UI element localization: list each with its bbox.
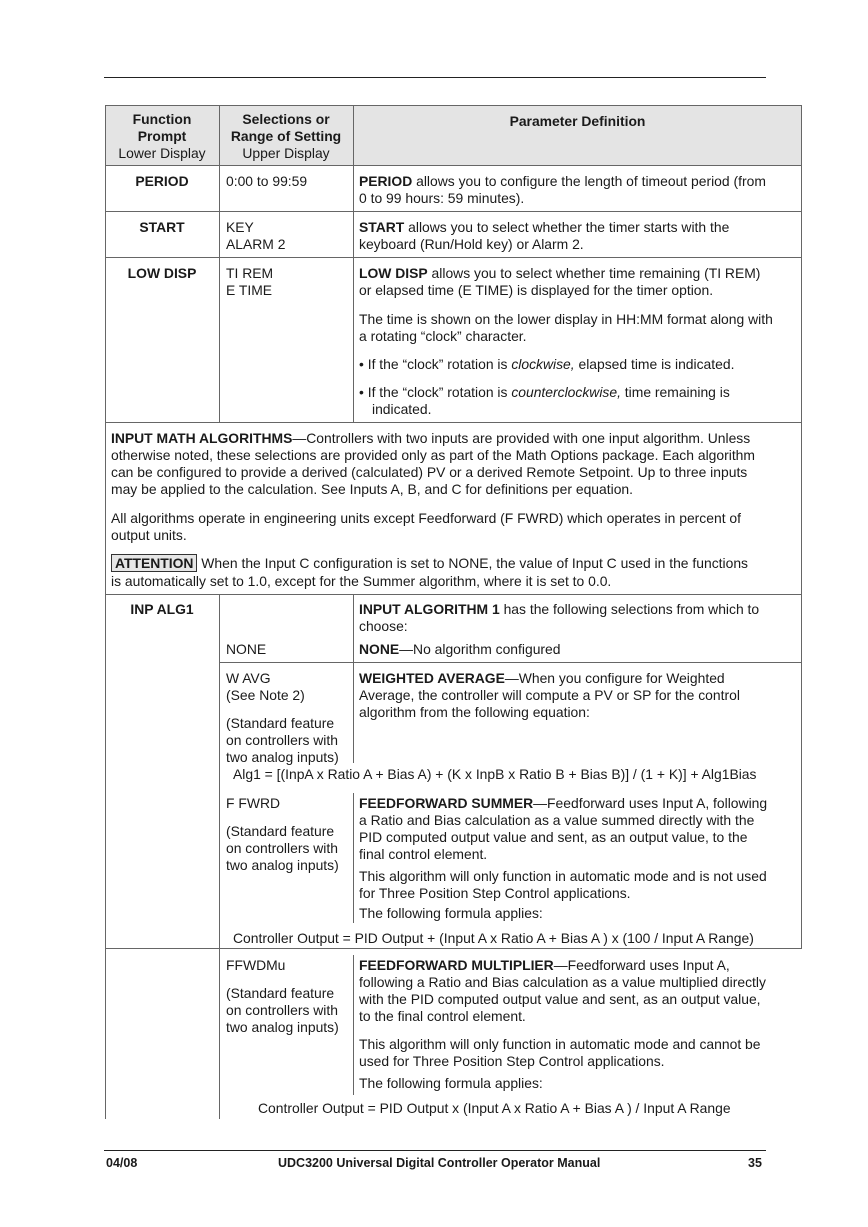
period-range: 0:00 to 99:59 bbox=[226, 173, 308, 189]
math-intro-line1 bbox=[111, 430, 750, 447]
top-rule bbox=[104, 77, 766, 78]
wavg-def-text: —When you configure for Weighted bbox=[504, 670, 725, 686]
col-divider-2b bbox=[353, 594, 354, 763]
ffwrd-sel-4: two analog inputs) bbox=[226, 857, 339, 873]
attention-text: When the Input C configuration is set to NONE, the value of Input C used in the functions bbox=[197, 555, 748, 571]
ffwrd-def-text: —Feedforward uses Input A, following bbox=[533, 795, 768, 811]
lowdisp-bullet-2-em: counterclockwise, bbox=[511, 384, 621, 400]
ffwdmu-sel-1: FFWDMu bbox=[226, 957, 286, 973]
ffwrd-def-bold: FEEDFORWARD SUMMER bbox=[359, 795, 534, 811]
lowdisp-bullet-2-pre: • If the “clock” rotation is bbox=[359, 384, 512, 400]
footer-date: 04/08 bbox=[106, 1156, 138, 1170]
lowdisp-p2-line1: The time is shown on the lower display in HH:MM format along with bbox=[359, 311, 773, 327]
header-col1-line1: Function bbox=[132, 111, 192, 127]
row-line-period bbox=[105, 211, 802, 212]
lowdisp-bullet-2 bbox=[359, 384, 730, 401]
ffwdmu-def-line3: with the PID computed output value and sent, as an output value, bbox=[359, 991, 761, 1007]
lowdisp-def-text: allows you to select whether time remaining (TI REM) bbox=[427, 265, 761, 281]
lowdisp-bullet-2-post: time remaining is bbox=[620, 384, 730, 400]
row-line-ffwrd-end bbox=[105, 948, 802, 949]
bottom-rule bbox=[104, 1150, 766, 1151]
row-line-math bbox=[105, 594, 802, 595]
header-col1-line3: Lower Display bbox=[118, 145, 206, 161]
wavg-def-bold: WEIGHTED AVERAGE bbox=[359, 670, 505, 686]
lowdisp-prompt: LOW DISP bbox=[127, 265, 197, 281]
header-col2-line2: Range of Setting bbox=[230, 128, 342, 144]
ffwrd-def-line3: PID computed output value and sent, as an output value, to the bbox=[359, 829, 748, 845]
ffwdmu-def-bold: FEEDFORWARD MULTIPLIER bbox=[359, 957, 554, 973]
none-sel: NONE bbox=[226, 641, 267, 657]
math-intro-line3: can be configured to provide a derived (calculated) PV or a derived Remote Setpoint. Up to three inputs bbox=[111, 464, 748, 480]
none-def-text: —No algorithm configured bbox=[399, 641, 561, 657]
period-def-text: allows you to configure the length of timeout period (from bbox=[412, 173, 766, 189]
lowdisp-bullet-1-post: elapsed time is indicated. bbox=[574, 356, 735, 372]
period-def-line1 bbox=[359, 173, 766, 190]
period-prompt: PERIOD bbox=[135, 173, 189, 189]
ffwrd-def-line1 bbox=[359, 795, 767, 812]
math-p2-line2: output units. bbox=[111, 527, 187, 543]
wavg-sel-2: (See Note 2) bbox=[226, 687, 305, 703]
row-line-header bbox=[105, 165, 802, 166]
wavg-sel-1: W AVG bbox=[226, 670, 271, 686]
ffwrd-def-line2: a Ratio and Bias calculation as a value summed directly with the bbox=[359, 812, 755, 828]
ffwrd-formula: Controller Output = PID Output + (Input A x Ratio A + Bias A ) x (100 / Input A Range) bbox=[233, 930, 754, 946]
header-col3: Parameter Definition bbox=[509, 113, 646, 129]
start-def-text: allows you to select whether the timer starts with the bbox=[404, 219, 730, 235]
ffwdmu-def-line4: to the final control element. bbox=[359, 1008, 526, 1024]
lowdisp-bullet-2-line2: indicated. bbox=[372, 401, 432, 417]
inpalg1-def-bold: INPUT ALGORITHM 1 bbox=[359, 601, 500, 617]
start-def-bold: START bbox=[359, 219, 405, 235]
row-line-none bbox=[219, 662, 802, 663]
header-col1-line2: Prompt bbox=[137, 128, 187, 144]
inpalg1-def-line2: choose: bbox=[359, 618, 408, 634]
ffwdmu-formula: Controller Output = PID Output x (Input A x Ratio A + Bias A ) / Input A Range bbox=[258, 1100, 731, 1116]
ffwdmu-def-line2: following a Ratio and Bias calculation as a value multiplied directly bbox=[359, 974, 766, 990]
ffwdmu-p3: The following formula applies: bbox=[359, 1075, 543, 1091]
ffwrd-sel-2: (Standard feature bbox=[226, 823, 335, 839]
wavg-formula: Alg1 = [(InpA x Ratio A + Bias A) + (K x InpB x Ratio B + Bias B)] / (1 + K)] + Alg1Bias bbox=[233, 766, 757, 782]
footer-page-number: 35 bbox=[748, 1156, 762, 1170]
ffwrd-p2-line1: This algorithm will only function in automatic mode and is not used bbox=[359, 868, 767, 884]
ffwdmu-p2-line2: used for Three Position Step Control applications. bbox=[359, 1053, 665, 1069]
ffwrd-sel-1: F FWRD bbox=[226, 795, 281, 811]
none-def bbox=[359, 641, 561, 658]
ffwdmu-def-text: —Feedforward uses Input A, bbox=[553, 957, 730, 973]
wavg-sel-3: (Standard feature bbox=[226, 715, 335, 731]
math-intro-line4: may be applied to the calculation. See Inputs A, B, and C for definitions per equation. bbox=[111, 481, 634, 497]
lowdisp-p2-line2: a rotating “clock” character. bbox=[359, 328, 527, 344]
start-sel-2: ALARM 2 bbox=[226, 236, 286, 252]
col-divider-2d bbox=[353, 955, 354, 1095]
ffwrd-sel-3: on controllers with bbox=[226, 840, 338, 856]
ffwdmu-p2-line1: This algorithm will only function in automatic mode and cannot be bbox=[359, 1036, 761, 1052]
col-divider-1b bbox=[219, 594, 220, 1119]
table-border-right bbox=[801, 105, 802, 948]
ffwrd-p3: The following formula applies: bbox=[359, 905, 543, 921]
wavg-def-line1 bbox=[359, 670, 725, 687]
ffwrd-def-line4: final control element. bbox=[359, 846, 488, 862]
col-divider-2 bbox=[353, 105, 354, 422]
ffwdmu-def-line1 bbox=[359, 957, 730, 974]
lowdisp-bullet-1 bbox=[359, 356, 734, 373]
ffwdmu-sel-2: (Standard feature bbox=[226, 985, 335, 1001]
lowdisp-def-bold: LOW DISP bbox=[359, 265, 428, 281]
ffwdmu-sel-3: on controllers with bbox=[226, 1002, 338, 1018]
math-p2-line1: All algorithms operate in engineering units except Feedforward (F FWRD) which operates in percent of bbox=[111, 510, 742, 526]
row-line-start bbox=[105, 257, 802, 258]
ffwdmu-sel-4: two analog inputs) bbox=[226, 1019, 339, 1035]
lowdisp-bullet-1-pre: • If the “clock” rotation is bbox=[359, 356, 512, 372]
none-def-bold: NONE bbox=[359, 641, 400, 657]
ffwrd-p2-line2: for Three Position Step Control applications. bbox=[359, 885, 631, 901]
row-line-lowdisp bbox=[105, 422, 802, 423]
math-attention-line1 bbox=[111, 555, 748, 572]
inpalg1-def-text: has the following selections from which to bbox=[499, 601, 760, 617]
math-title: INPUT MATH ALGORITHMS bbox=[111, 430, 293, 446]
start-prompt: START bbox=[139, 219, 185, 235]
lowdisp-bullet-1-em: clockwise, bbox=[511, 356, 575, 372]
lowdisp-def-line1 bbox=[359, 265, 760, 282]
start-def-line2: keyboard (Run/Hold key) or Alarm 2. bbox=[359, 236, 584, 252]
lowdisp-def-line2: or elapsed time (E TIME) is displayed for the timer option. bbox=[359, 282, 714, 298]
header-col2-line1: Selections or bbox=[242, 111, 330, 127]
period-def-bold: PERIOD bbox=[359, 173, 413, 189]
footer-title: UDC3200 Universal Digital Controller Operator Manual bbox=[278, 1156, 601, 1170]
col-divider-2c bbox=[353, 793, 354, 923]
inpalg1-def-line1 bbox=[359, 601, 759, 618]
math-intro-text: —Controllers with two inputs are provided with one input algorithm. Unless bbox=[292, 430, 751, 446]
period-def-line2: 0 to 99 hours: 59 minutes). bbox=[359, 190, 525, 206]
wavg-sel-5: two analog inputs) bbox=[226, 749, 339, 765]
header-col2-line3: Upper Display bbox=[242, 145, 330, 161]
start-sel-1: KEY bbox=[226, 219, 254, 235]
wavg-sel-4: on controllers with bbox=[226, 732, 338, 748]
row-line-top bbox=[105, 105, 802, 106]
start-def-line1 bbox=[359, 219, 729, 236]
attention-badge: ATTENTION bbox=[111, 554, 197, 572]
wavg-def-line2: Average, the controller will compute a PV or SP for the control bbox=[359, 687, 740, 703]
wavg-def-line3: algorithm from the following equation: bbox=[359, 704, 590, 720]
inpalg1-prompt: INP ALG1 bbox=[130, 601, 194, 617]
math-intro-line2: otherwise noted, these selections are provided only as part of the Math Options package. Each algorithm bbox=[111, 447, 755, 463]
lowdisp-sel-1: TI REM bbox=[226, 265, 274, 281]
math-attention-line2: is automatically set to 1.0, except for the Summer algorithm, where it is set to 0.0. bbox=[111, 573, 612, 589]
lowdisp-sel-2: E TIME bbox=[226, 282, 273, 298]
